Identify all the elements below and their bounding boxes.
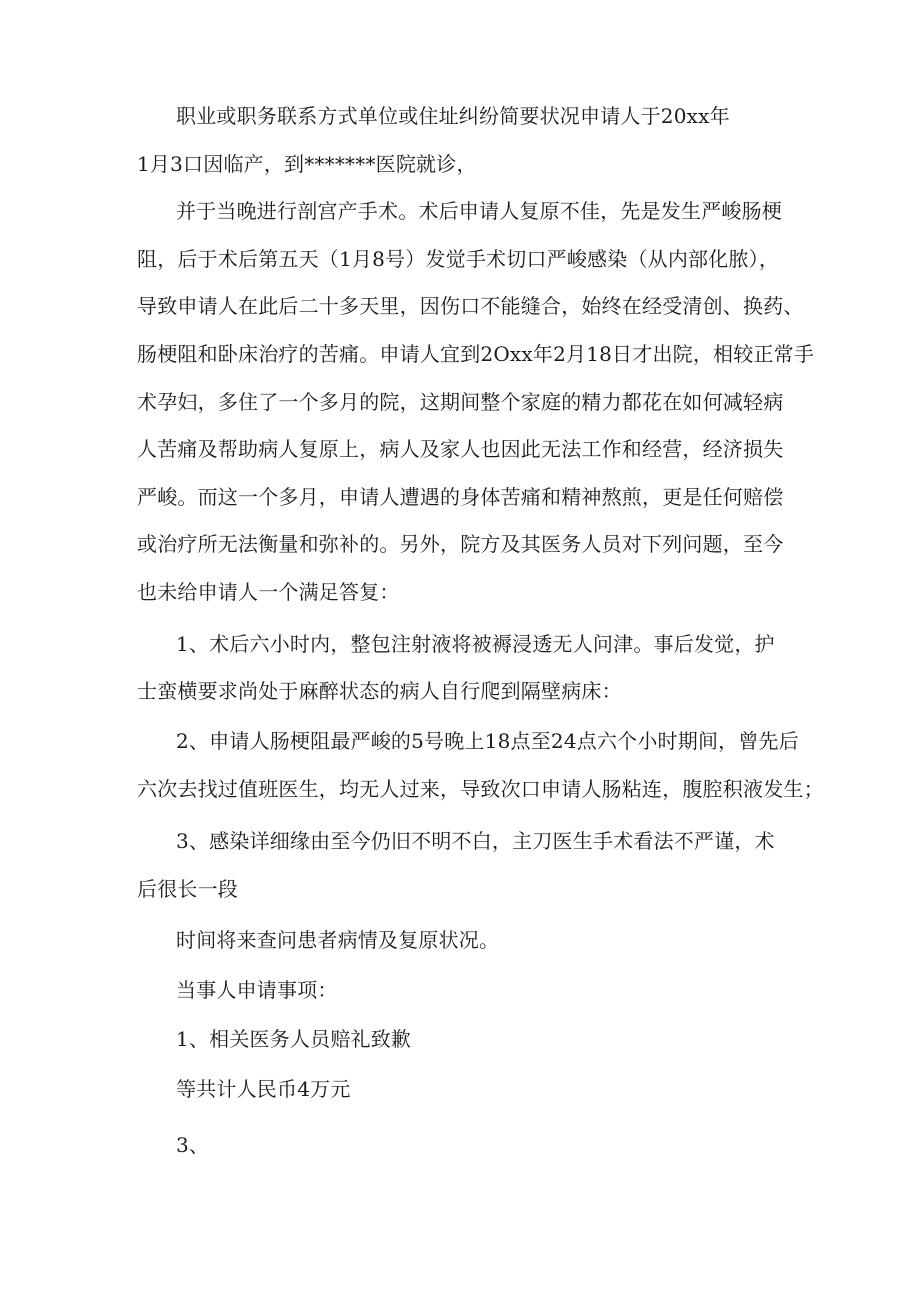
text-line: 3、: [176, 1133, 210, 1157]
text-line: 当事人申请事项：: [176, 978, 338, 1002]
text-line: 士蛮横要求尚处于麻醉状态的病人自行爬到隔壁病床：: [137, 679, 622, 703]
text-line: 人苦痛及帮助病人复原上，病人及家人也因此无法工作和经营，经济损失: [137, 437, 784, 461]
text-line: 等共计人民币4万元: [176, 1077, 351, 1101]
text-line: 阻，后于术后第五天（1月8号）发觉手术切口严峻感染（从内部化脓），: [137, 247, 780, 271]
text-line: 也未给申请人一个满足答复：: [137, 580, 400, 604]
text-line: 导致申请人在此后二十多天里，因伤口不能缝合，始终在经受清创、换药、: [137, 294, 804, 318]
text-line: 术孕妇，多住了一个多月的院，这期间整个家庭的精力都花在如何减轻病: [137, 390, 784, 414]
text-line: 严峻。而这一个多月，申请人遭遇的身体苦痛和精神熬煎，更是任何赔偿: [137, 485, 784, 509]
text-line: 3、感染详细缘由至今仍旧不明不白，主刀医生手术看法不严谨，术: [176, 829, 775, 853]
text-line: 1月3口因临产，到*******医院就诊，: [137, 152, 477, 176]
text-line: 时间将来查问患者病情及复原状况。: [176, 928, 500, 952]
text-line: 1、相关医务人员赔礼致歉: [176, 1027, 412, 1051]
text-line: 并于当晚进行剖宫产手术。术后申请人复原不佳，先是发生严峻肠梗: [176, 199, 782, 223]
text-line: 肠梗阻和卧床治疗的苦痛。申请人宜到2Oxx年2月18日才出院，相较正常手: [137, 342, 815, 366]
text-line: 职业或职务联系方式单位或住址纠纷简要状况申请人于20xx年: [176, 104, 730, 128]
text-line: 六次去找过值班医生，均无人过来，导致次口申请人肠粘连，腹腔积液发生；: [137, 777, 824, 801]
text-line: 后很长一段: [137, 877, 238, 901]
text-line: 2、申请人肠梗阻最严峻的5号晚上18点至24点六个小时期间，曾先后: [176, 729, 799, 753]
text-line: 或治疗所无法衡量和弥补的。另外，院方及其医务人员对下列问题，至今: [137, 532, 784, 556]
text-line: 1、术后六小时内，整包注射液将被褥浸透无人问津。事后发觉，护: [176, 632, 775, 656]
